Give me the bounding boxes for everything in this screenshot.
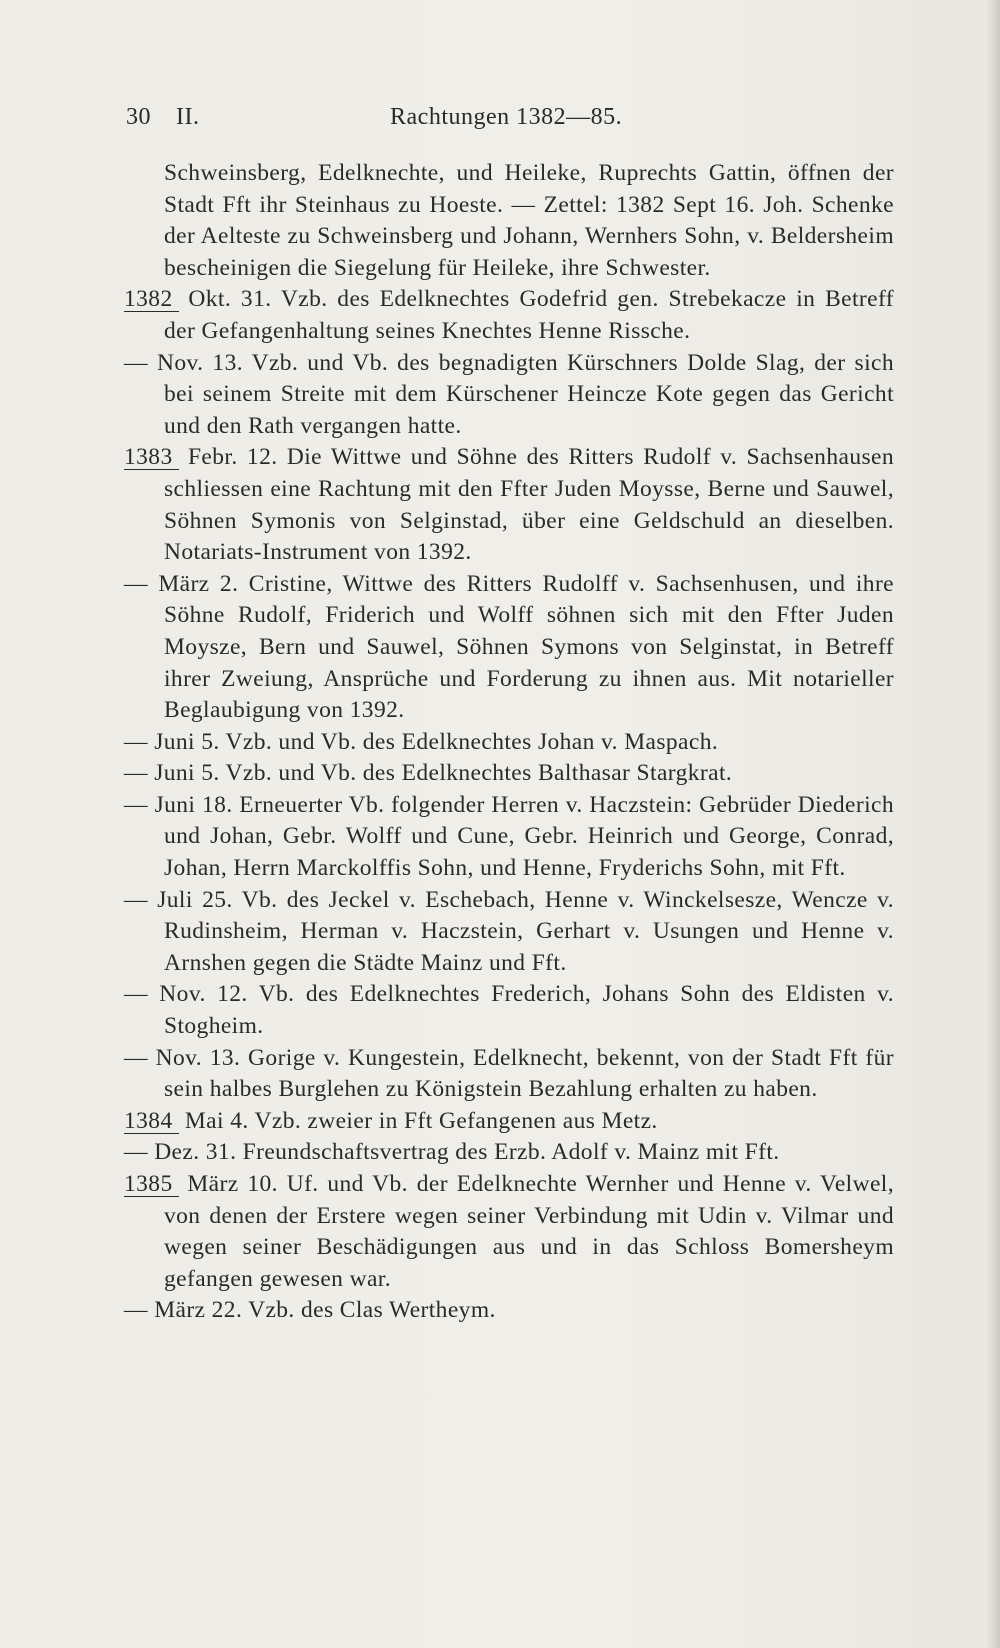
entry-dash: — <box>124 349 148 376</box>
entry <box>124 979 894 1042</box>
entry-text: Nov. 13. Gorige v. Kungestein, Edelknecht, bekennt, von der Stadt Fft für sein halbes Burglehen zu Königstein Bezahlung erhalten zu haben. <box>155 1044 894 1103</box>
entry-text: März 22. Vzb. des Clas Wertheym. <box>154 1297 496 1324</box>
entry <box>124 1106 894 1138</box>
entry <box>124 1043 894 1106</box>
entry-text: Juni 18. Erneuerter Vb. folgender Herren v. Haczstein: Gebrüder Diederich und Johan, Gebr. Wolff und Cune, Gebr. Heinrich und George, Conrad, Johan, Herrn Marckolffis Sohn, und Henne, Fryderichs Sohn, mit Fft. <box>154 791 894 882</box>
entry-dash: — <box>124 981 148 1008</box>
entry-text: März 10. Uf. und Vb. der Edelknechte Wernher und Henne v. Velwel, von denen der Erstere wegen seiner Verbindung mit Udin v. Vilmar und wegen seiner Beschädigungen aus und in das Schloss Bomersheym gefangen gewesen war. <box>164 1171 894 1292</box>
entry <box>124 442 894 568</box>
entry-text: Nov. 13. Vzb. und Vb. des begnadigten Kürschners Dolde Slag, der sich bei seinem Streite mit dem Kürschener Heincze Kote gegen das Gericht und den Rath vergangen hatte. <box>156 349 894 439</box>
entry <box>124 758 894 790</box>
entry <box>124 1137 894 1169</box>
entry <box>124 1295 894 1327</box>
entry-text: Juni 5. Vzb. und Vb. des Edelknechtes Balthasar Stargkrat. <box>154 760 733 787</box>
entry-year: 1384 <box>124 1109 179 1134</box>
page-edge-shadow <box>986 0 1000 1648</box>
entry <box>124 1169 894 1295</box>
running-header <box>120 104 900 140</box>
entry-text: Mai 4. Vzb. zweier in Fft Gefangenen aus Metz. <box>184 1107 658 1134</box>
entry-text: Juni 5. Vzb. und Vb. des Edelknechtes Johan v. Maspach. <box>154 728 719 755</box>
running-title: Rachtungen 1382—85. <box>390 104 623 130</box>
part-label: II. <box>176 104 200 130</box>
entry-year: 1383 <box>124 445 179 470</box>
page-number: 30 <box>126 104 151 130</box>
entry-text: Dez. 31. Freundschaftsvertrag des Erzb. Adolf v. Mainz mit Fft. <box>154 1139 780 1166</box>
entry-continuation <box>124 158 894 284</box>
entry-dash: — <box>124 1297 148 1324</box>
entry-text: Okt. 31. Vzb. des Edelknechtes Godefrid gen. Strebekacze in Betreff der Gefangenhaltung seines Knechtes Henne Rissche. <box>164 286 894 344</box>
document-body <box>124 158 894 1327</box>
entry <box>124 569 894 727</box>
entry-dash: — <box>124 728 148 755</box>
entry-dash: — <box>124 760 148 787</box>
entry-text: Juli 25. Vb. des Jeckel v. Eschebach, Henne v. Winckelsesze, Wencze v. Rudinsheim, Herman v. Haczstein, Gerhart v. Usungen und Henne v. Arnshen gegen die Städte Mainz und Fft. <box>157 886 894 976</box>
entry-text: März 2. Cristine, Wittwe des Ritters Rudolff v. Sachsenhusen, und ihre Söhne Rudolf, Friderich und Wolff söhnen sich mit den Ffter Juden Moysze, Bern und Sauwel, Söhnen Symons von Selginstat, in Betreff ihrer Zweiung, Ansprüche und Forderung zu ihnen aus. Mit notarieller Beglaubigung von 1392. <box>158 570 894 724</box>
entry-dash: — <box>124 791 148 818</box>
entry-text: Nov. 12. Vb. des Edelknechtes Frederich, Johans Sohn des Eldisten v. Stogheim. <box>159 981 894 1040</box>
entry-text: Febr. 12. Die Wittwe und Söhne des Ritters Rudolf v. Sachsenhausen schliessen eine Rachtung mit den Ffter Juden Moysse, Berne und Sauwel, Söhnen Symonis von Selginstad, über eine Geldschuld an dieselben. Notariats-Instrument von 1392. <box>164 444 894 566</box>
entry-dash: — <box>124 886 148 913</box>
entry-year: 1385 <box>124 1172 179 1197</box>
entry-dash: — <box>124 1139 148 1166</box>
entry-dash: — <box>124 1044 148 1071</box>
entry <box>124 790 894 885</box>
entry-dash: — <box>124 570 148 597</box>
entry-text: Schweinsberg, Edelknechte, und Heileke, Ruprechts Gattin, öffnen der Stadt Fft ihr Steinhaus zu Hoeste. — Zettel: 1382 Sept 16. Joh. Schenke der Aelteste zu Schweinsberg und Johann, Wernhers Sohn, v. Beldersheim bescheinigen die Siegelung für Heileke, ihre Schwester. <box>164 160 894 281</box>
entry <box>124 284 894 347</box>
entry <box>124 727 894 759</box>
entry-year: 1382 <box>124 287 179 312</box>
entry <box>124 885 894 980</box>
entry <box>124 348 894 443</box>
